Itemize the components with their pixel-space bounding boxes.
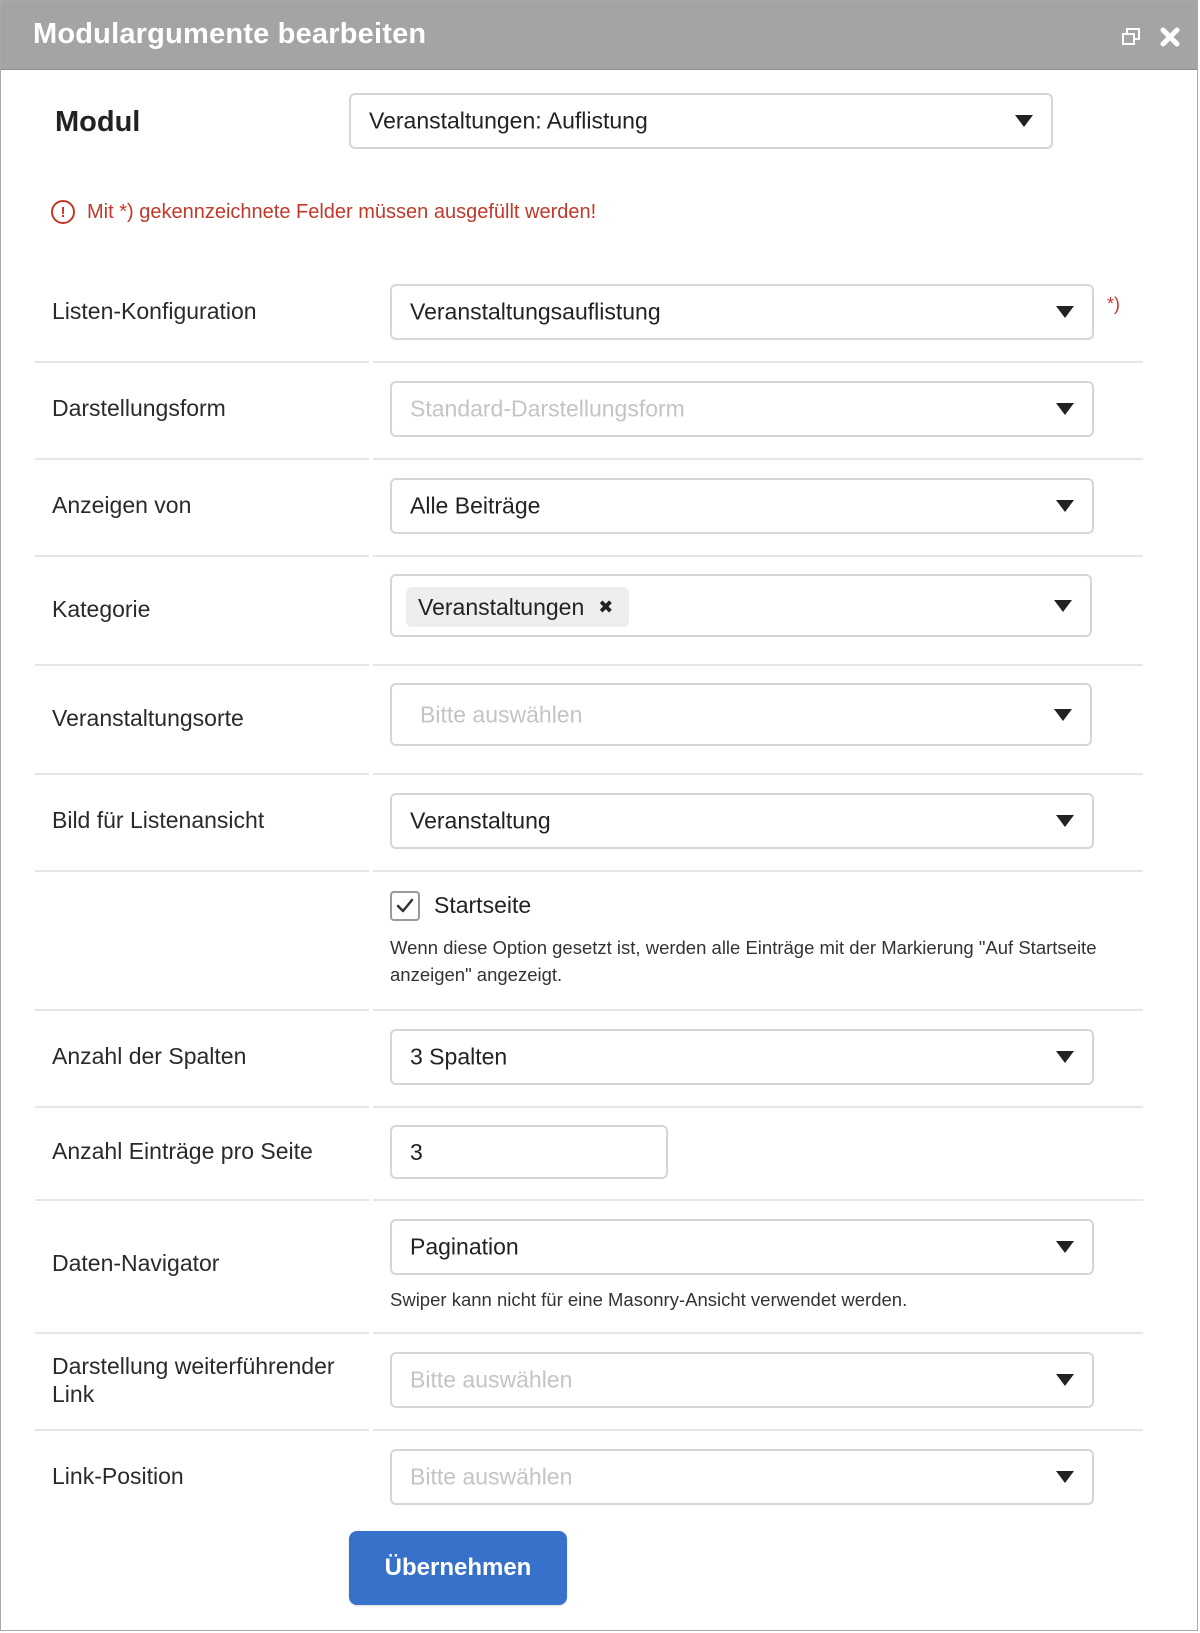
anzeigen-von-value: Alle Beiträge bbox=[410, 492, 541, 519]
modul-select-value: Veranstaltungen: Auflistung bbox=[369, 107, 648, 134]
chevron-down-icon bbox=[1056, 1051, 1074, 1063]
daten-navigator-label: Daten-Navigator bbox=[52, 1250, 220, 1276]
dialog-title: Modulargumente bearbeiten bbox=[33, 18, 427, 50]
required-marker: *) bbox=[1107, 294, 1120, 314]
row-divider bbox=[373, 361, 1143, 363]
weiterfuehrender-link-placeholder: Bitte auswählen bbox=[410, 1366, 573, 1393]
kategorie-multiselect[interactable] bbox=[390, 574, 1092, 637]
modul-label: Modul bbox=[55, 106, 141, 138]
chevron-down-icon bbox=[1056, 306, 1074, 318]
row-divider bbox=[373, 870, 1143, 872]
weiterfuehrender-link-label-line-2: Link bbox=[52, 1380, 95, 1407]
chevron-down-icon bbox=[1056, 1374, 1074, 1386]
row-divider bbox=[373, 664, 1143, 666]
row-divider bbox=[373, 1332, 1143, 1334]
veranstaltungsorte-select[interactable] bbox=[390, 683, 1092, 746]
alert-circle-icon: ! bbox=[51, 200, 75, 224]
link-position-placeholder: Bitte auswählen bbox=[410, 1463, 573, 1490]
link-position-label: Link-Position bbox=[52, 1463, 184, 1489]
weiterfuehrender-link-label-line-1: Darstellung weiterführender bbox=[52, 1353, 335, 1379]
row-divider bbox=[373, 458, 1143, 460]
dialog-titlebar[interactable] bbox=[1, 1, 1197, 70]
close-icon[interactable] bbox=[1159, 26, 1181, 48]
chevron-down-icon bbox=[1015, 115, 1033, 127]
veranstaltungsorte-placeholder: Bitte auswählen bbox=[420, 701, 583, 727]
bild-listenansicht-label: Bild für Listenansicht bbox=[52, 807, 265, 833]
row-divider bbox=[35, 555, 369, 557]
row-divider bbox=[373, 1429, 1143, 1431]
anzahl-spalten-select[interactable] bbox=[390, 1029, 1094, 1085]
chevron-down-icon bbox=[1056, 403, 1074, 415]
kategorie-chip-label: Veranstaltungen bbox=[418, 593, 585, 620]
startseite-checkbox[interactable] bbox=[390, 891, 420, 921]
darstellungsform-label: Darstellungsform bbox=[52, 395, 226, 421]
row-divider bbox=[373, 773, 1143, 775]
chevron-down-icon bbox=[1056, 500, 1074, 512]
anzeigen-von-select[interactable] bbox=[390, 478, 1094, 534]
row-divider bbox=[35, 1106, 369, 1108]
row-divider bbox=[35, 458, 369, 460]
chevron-down-icon bbox=[1054, 600, 1072, 612]
row-divider bbox=[35, 664, 369, 666]
startseite-help-line-2: anzeigen" angezeigt. bbox=[390, 963, 563, 985]
row-divider bbox=[35, 1332, 369, 1334]
checkmark-icon bbox=[395, 896, 415, 916]
chevron-down-icon bbox=[1054, 709, 1072, 721]
chevron-down-icon bbox=[1056, 1241, 1074, 1253]
link-position-select[interactable] bbox=[390, 1449, 1094, 1505]
row-divider bbox=[373, 555, 1143, 557]
eintraege-pro-seite-input[interactable]: 3 bbox=[390, 1125, 668, 1179]
startseite-help-line-1: Wenn diese Option gesetzt ist, werden alle Einträge mit der Markierung "Auf Startseite bbox=[390, 937, 1097, 958]
daten-navigator-value: Pagination bbox=[410, 1233, 519, 1260]
apply-button[interactable]: Übernehmen bbox=[349, 1531, 567, 1605]
veranstaltungsorte-label: Veranstaltungsorte bbox=[52, 705, 244, 731]
bild-listenansicht-value: Veranstaltung bbox=[410, 807, 551, 834]
row-divider bbox=[35, 773, 369, 775]
darstellungsform-select[interactable] bbox=[390, 381, 1094, 437]
row-divider bbox=[373, 1009, 1143, 1011]
row-divider bbox=[373, 1106, 1143, 1108]
required-fields-text: Mit *) gekennzeichnete Felder müssen ausgefüllt werden! bbox=[87, 200, 597, 223]
listen-konfiguration-value: Veranstaltungsauflistung bbox=[410, 298, 661, 325]
chevron-down-icon bbox=[1056, 1471, 1074, 1483]
darstellungsform-placeholder: Standard-Darstellungsform bbox=[410, 395, 685, 422]
restore-window-icon[interactable] bbox=[1120, 26, 1142, 48]
kategorie-label: Kategorie bbox=[52, 596, 151, 622]
required-fields-note bbox=[51, 200, 596, 224]
row-divider bbox=[35, 870, 369, 872]
startseite-label[interactable]: Startseite bbox=[434, 892, 532, 918]
row-divider bbox=[373, 1199, 1143, 1201]
kategorie-chip bbox=[406, 587, 629, 627]
row-divider bbox=[35, 1429, 369, 1431]
daten-navigator-help-text: Swiper kann nicht für eine Masonry-Ansicht verwendet werden. bbox=[390, 1289, 908, 1310]
bild-listenansicht-select[interactable] bbox=[390, 793, 1094, 849]
anzeigen-von-label: Anzeigen von bbox=[52, 492, 192, 518]
anzahl-spalten-value: 3 Spalten bbox=[410, 1043, 508, 1070]
daten-navigator-select[interactable] bbox=[390, 1219, 1094, 1275]
eintraege-pro-seite-label: Anzahl Einträge pro Seite bbox=[52, 1138, 313, 1164]
startseite-help-text bbox=[390, 935, 1130, 989]
weiterfuehrender-link-label bbox=[52, 1353, 335, 1408]
weiterfuehrender-link-select[interactable] bbox=[390, 1352, 1094, 1408]
anzahl-spalten-label: Anzahl der Spalten bbox=[52, 1043, 247, 1069]
row-divider bbox=[35, 1199, 369, 1201]
row-divider bbox=[35, 1009, 369, 1011]
remove-chip-icon[interactable]: ✖ bbox=[598, 596, 614, 617]
chevron-down-icon bbox=[1056, 815, 1074, 827]
listen-konfiguration-select[interactable] bbox=[390, 284, 1094, 340]
modul-select[interactable] bbox=[349, 93, 1053, 149]
listen-konfiguration-label: Listen-Konfiguration bbox=[52, 298, 257, 324]
row-divider bbox=[35, 361, 369, 363]
